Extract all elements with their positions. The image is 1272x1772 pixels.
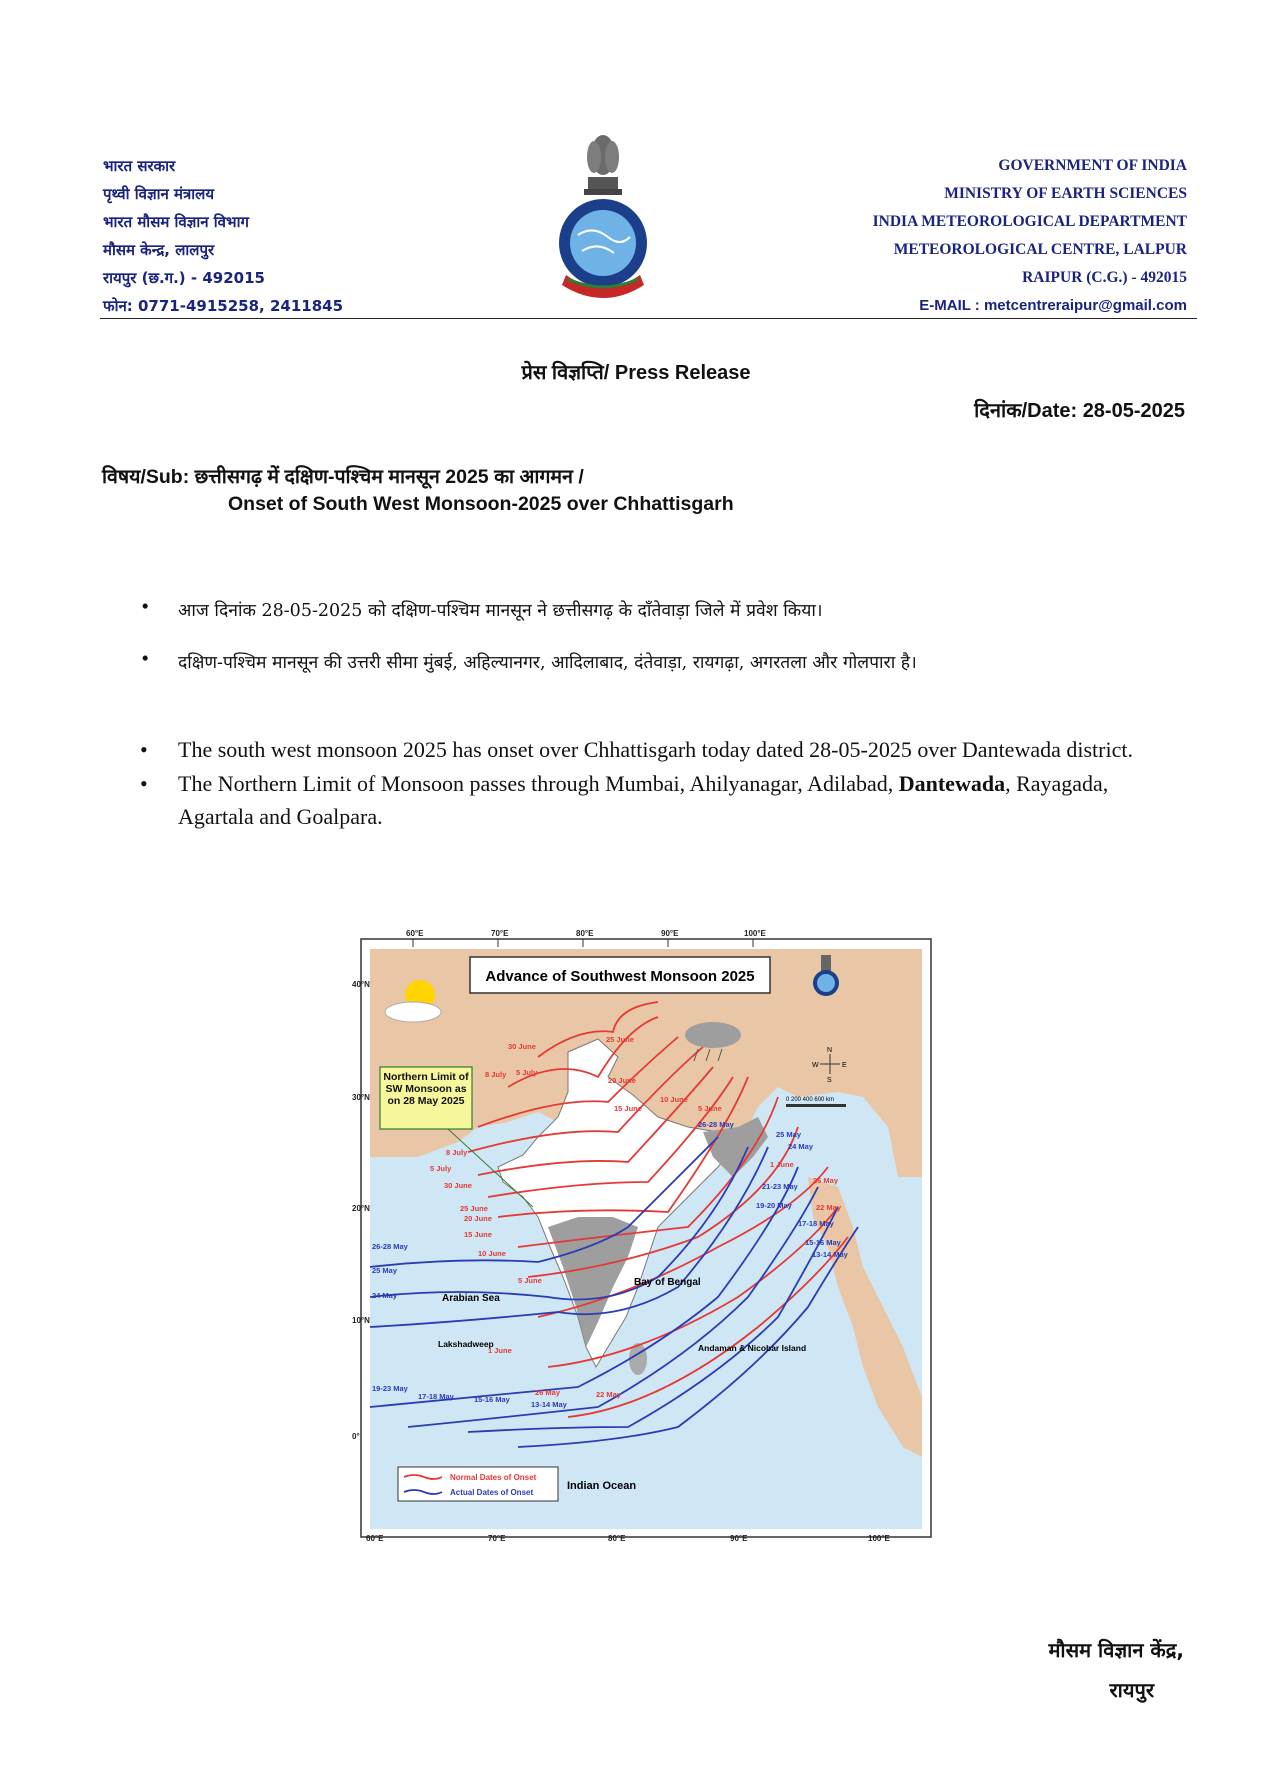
header-right-line: GOVERNMENT OF INDIA (998, 157, 1187, 174)
header-right-line: MINISTRY OF EARTH SCIENCES (944, 185, 1187, 202)
lon-label: 70°E (491, 929, 509, 938)
monsoon-advance-map (352, 927, 933, 1543)
lat-label: 20°N (352, 1204, 370, 1213)
actual-label: 15-16 May (805, 1238, 841, 1247)
subject-line-2: Onset of South West Monsoon-2025 over Chhattisgarh (228, 493, 734, 515)
hindi-bullet: • दक्षिण-पश्चिम मानसून की उत्तरी सीमा मुंबई, अहिल्यानगर, आदिलाबाद, दंतेवाड़ा, रायगढ़ा, अगरतला और गोलपारा है। (140, 650, 1140, 674)
header-right-line: METEOROLOGICAL CENTRE, LALPUR (893, 241, 1187, 258)
normal-label: 10 June (478, 1249, 506, 1258)
actual-label: 24 May (788, 1142, 814, 1151)
compass-west: W (812, 1062, 819, 1069)
lat-label: 30°N (352, 1093, 370, 1102)
legend-normal-label: Normal Dates of Onset (450, 1473, 537, 1482)
hindi-bullet: • आज दिनांक 28-05-2025 को दक्षिण-पश्चिम मानसून ने छत्तीसगढ़ के दाँतेवाड़ा जिले में प्रवेश किया। (140, 598, 1140, 622)
actual-label: 21-23 May (762, 1182, 798, 1191)
lon-label: 100°E (868, 1534, 890, 1543)
subject-line-1: विषय/Sub: छत्तीसगढ़ में दक्षिण-पश्चिम मानसून 2025 का आगमन / (102, 466, 584, 488)
normal-label: 25 June (606, 1035, 634, 1044)
compass-north: N (827, 1047, 833, 1054)
english-bullet-bold: Dantewada (898, 771, 1006, 796)
header-left-phone: फोन: 0771-4915258, 2411845 (103, 297, 344, 315)
normal-label: 10 June (660, 1095, 688, 1104)
normal-label: 5 July (516, 1068, 538, 1077)
region-label: Bay of Bengal (634, 1277, 701, 1288)
map-title: Advance of Southwest Monsoon 2025 (485, 968, 755, 985)
signature-block (1048, 1630, 1184, 1710)
normal-label: 30 June (444, 1181, 472, 1190)
imd-logo-icon (548, 125, 658, 305)
legend-actual-label: Actual Dates of Onset (450, 1488, 534, 1497)
lon-label: 90°E (730, 1534, 748, 1543)
lon-label: 80°E (608, 1534, 626, 1543)
english-bullet-list (140, 733, 1185, 834)
header-left-line: पृथ्वी विज्ञान मंत्रालय (103, 185, 215, 203)
lon-label: 70°E (488, 1534, 506, 1543)
scale-bar (786, 1104, 846, 1107)
header-right-block (687, 152, 1187, 320)
actual-label: 17-18 May (418, 1392, 454, 1401)
english-bullet: • The south west monsoon 2025 has onset over Chhattisgarh today dated 28-05-2025 over Dantewada district. (140, 733, 1185, 766)
normal-label: 30 June (508, 1042, 536, 1051)
actual-label: 13-14 May (812, 1250, 848, 1259)
actual-label: 15-16 May (474, 1395, 510, 1404)
lat-label: 0° (352, 1432, 360, 1441)
english-bullet (140, 767, 1185, 833)
normal-label: 8 July (446, 1148, 468, 1157)
lat-label: 40°N (352, 980, 370, 989)
normal-label: 8 July (485, 1070, 507, 1079)
normal-label: 20 June (608, 1076, 636, 1085)
actual-label: 17-18 May (798, 1219, 834, 1228)
region-label: Indian Ocean (567, 1480, 637, 1492)
lat-label: 10°N (352, 1316, 370, 1325)
actual-label: 25 May (776, 1130, 802, 1139)
signature-line: मौसम विज्ञान केंद्र, (1048, 1638, 1184, 1662)
header-left-line: भारत सरकार (103, 157, 176, 175)
header-left-line: मौसम केन्द्र, लालपुर (103, 241, 215, 259)
normal-label: 1 June (488, 1346, 512, 1355)
normal-label: 26 May (535, 1388, 561, 1397)
normal-label: 22 May (596, 1390, 622, 1399)
normal-label: 20 June (464, 1214, 492, 1223)
normal-label: 25 June (460, 1204, 488, 1213)
actual-label: 26-28 May (698, 1120, 734, 1129)
lon-label: 60°E (406, 929, 424, 938)
normal-label: 5 July (430, 1164, 452, 1173)
signature-line: रायपुर (1109, 1678, 1154, 1702)
header-left-line: भारत मौसम विज्ञान विभाग (103, 213, 249, 231)
header-left-line: रायपुर (छ.ग.) - 492015 (103, 269, 265, 287)
normal-label: 22 May (816, 1203, 842, 1212)
region-label: Andaman & Nicobar Island (698, 1343, 807, 1353)
actual-label: 19-20 May (756, 1201, 792, 1210)
actual-label: 19-23 May (372, 1384, 408, 1393)
actual-label: 25 May (372, 1266, 398, 1275)
press-release-title: प्रेस विज्ञप्ति/ Press Release (521, 362, 751, 384)
normal-label: 5 June (698, 1104, 722, 1113)
header-email[interactable]: E-MAIL : metcentreraipur@gmail.com (919, 297, 1187, 314)
lon-label: 100°E (744, 929, 766, 938)
hindi-bullet-list (140, 598, 1140, 702)
region-label: Arabian Sea (442, 1293, 500, 1304)
header-left-block (103, 152, 483, 320)
header-right-line: RAIPUR (C.G.) - 492015 (1022, 269, 1187, 286)
lon-label: 90°E (661, 929, 679, 938)
compass-east: E (842, 1062, 847, 1069)
actual-label: 24 May (372, 1291, 398, 1300)
nlm-box-text: Northern Limit of SW Monsoon as on 28 May 2025 (383, 1071, 469, 1107)
region-label: Lakshadweep (438, 1339, 494, 1349)
lon-label: 80°E (576, 929, 594, 938)
normal-label: 15 June (614, 1104, 642, 1113)
normal-label: 26 May (813, 1176, 839, 1185)
header-right-line: INDIA METEOROLOGICAL DEPARTMENT (872, 213, 1187, 230)
normal-label: 5 June (518, 1276, 542, 1285)
english-bullet-text: , Rayagada, Agartala and Goalpara. (178, 771, 1109, 829)
normal-label: 15 June (464, 1230, 492, 1239)
header-divider (100, 318, 1197, 319)
national-emblem-icon (584, 135, 622, 195)
scale-bar-label: 0 200 400 600 km (786, 1097, 835, 1103)
actual-label: 13-14 May (531, 1400, 567, 1409)
normal-label: 1 June (770, 1160, 794, 1169)
compass-south: S (827, 1077, 832, 1084)
lon-label: 60°E (366, 1534, 384, 1543)
english-bullet-text: The Northern Limit of Monsoon passes through Mumbai, Ahilyanagar, Adilabad, (178, 771, 899, 796)
nlm-box-text-wrap (382, 1071, 470, 1129)
actual-label: 26-28 May (372, 1242, 408, 1251)
release-date: दिनांक/Date: 28-05-2025 (974, 400, 1185, 422)
